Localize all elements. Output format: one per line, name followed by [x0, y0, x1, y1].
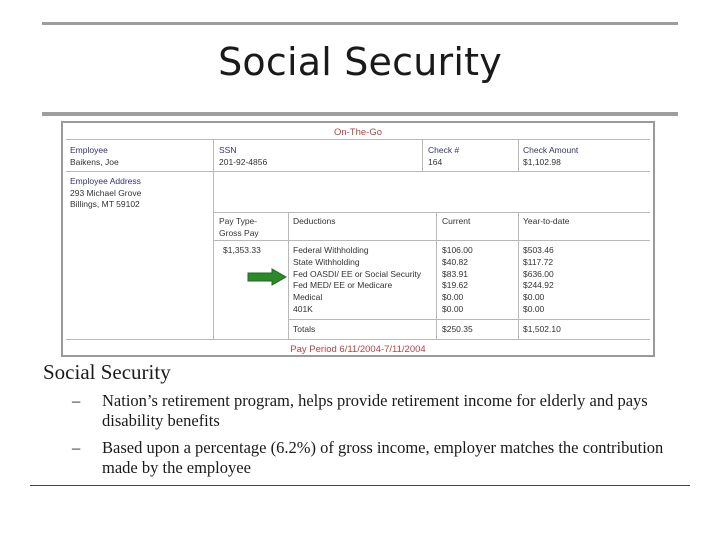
ssn-label: SSN	[219, 145, 237, 155]
address-line-1: 293 Michael Grove	[70, 187, 142, 198]
deduction-ytd: $0.00	[523, 303, 545, 314]
stub-line	[518, 139, 519, 171]
ssn-value: 201-92-4856	[219, 156, 268, 167]
employee-name: Baikens, Joe	[70, 156, 119, 167]
totals-ytd: $1,502.10	[523, 324, 561, 334]
stub-line	[213, 240, 650, 241]
stub-line	[518, 212, 519, 339]
employee-label: Employee	[70, 145, 108, 155]
deduction-current: $0.00	[442, 292, 464, 303]
ssn-cell	[219, 145, 267, 168]
check-amount-cell	[523, 145, 578, 168]
deduction-name: State Withholding	[293, 256, 360, 267]
pay-type-label-line-1: Pay Type-	[219, 216, 258, 226]
deduction-name: Fed OASDI/ EE or Social Security	[293, 268, 422, 279]
deduction-ytd: $244.92	[523, 280, 554, 291]
bullet-dash: –	[72, 438, 81, 457]
deduction-ytd-column	[523, 245, 554, 316]
bottom-divider	[30, 485, 690, 486]
top-divider	[42, 22, 678, 25]
address-label: Employee Address	[70, 176, 141, 186]
deduction-name: Fed MED/ EE or Medicare	[293, 280, 393, 291]
employee-cell	[70, 145, 119, 168]
check-number-value: 164	[428, 156, 443, 167]
current-header: Current	[442, 216, 471, 226]
deduction-ytd: $117.72	[523, 256, 554, 267]
check-amount-label: Check Amount	[523, 145, 579, 155]
stub-line	[422, 139, 423, 171]
deduction-name: Federal Withholding	[293, 245, 369, 255]
gross-pay-value: $1,353.33	[223, 245, 261, 255]
stub-line	[288, 319, 650, 320]
deduction-names-column	[293, 245, 421, 316]
bullet-dash: –	[72, 391, 81, 410]
deduction-ytd: $0.00	[523, 292, 545, 303]
stub-line	[66, 339, 650, 340]
totals-label: Totals	[293, 324, 316, 334]
check-number-cell	[428, 145, 459, 168]
deduction-name: Medical	[293, 292, 323, 303]
pay-type-label-line-2: Gross Pay	[219, 227, 259, 238]
stub-line	[213, 212, 650, 213]
right-arrow-icon	[247, 268, 287, 286]
deduction-ytd: $636.00	[523, 268, 554, 279]
title-divider	[42, 112, 678, 116]
deduction-ytd: $503.46	[523, 245, 554, 255]
stub-line	[213, 139, 214, 339]
section-heading: Social Security	[43, 360, 171, 384]
deduction-current-column	[442, 245, 473, 316]
deduction-name: 401K	[293, 303, 313, 314]
deductions-header: Deductions	[293, 216, 336, 226]
ytd-header: Year-to-date	[523, 216, 570, 226]
deduction-current: $40.82	[442, 256, 468, 267]
pay-period: Pay Period 6/11/2004-7/11/2004	[290, 344, 426, 355]
stub-line	[288, 212, 289, 339]
totals-current: $250.35	[442, 324, 473, 334]
address-cell	[70, 176, 141, 211]
pay-stub	[61, 121, 655, 357]
check-number-label: Check #	[428, 145, 460, 155]
bullet-text: Based upon a percentage (6.2%) of gross income, employer matches the contribution made by the employee	[102, 438, 664, 477]
pay-type-header	[219, 216, 259, 239]
stub-line	[66, 171, 650, 172]
deduction-current: $106.00	[442, 245, 473, 255]
deduction-current: $83.91	[442, 268, 468, 279]
slide-title: Social Security	[218, 40, 502, 84]
bullet-text: Nation’s retirement program, helps provide retirement income for elderly and pays disability benefits	[102, 391, 648, 430]
stub-line	[436, 212, 437, 339]
deduction-current: $0.00	[442, 303, 464, 314]
stub-line	[66, 139, 650, 140]
stub-company-name: On-The-Go	[333, 127, 383, 138]
address-line-2: Billings, MT 59102	[70, 199, 140, 209]
check-amount-value: $1,102.98	[523, 156, 561, 167]
deduction-current: $19.62	[442, 280, 468, 291]
